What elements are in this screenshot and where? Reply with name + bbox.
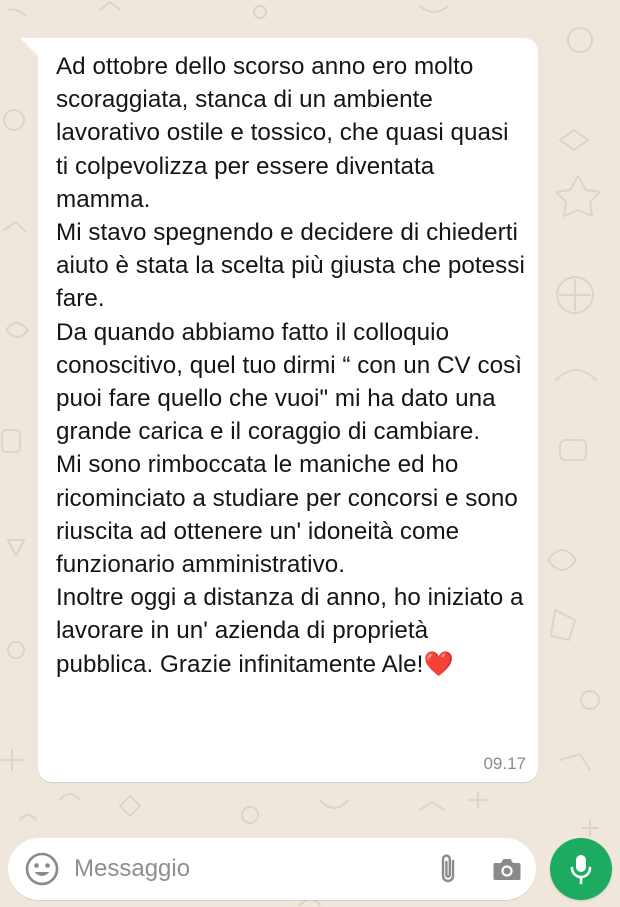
message-input[interactable]	[74, 848, 404, 890]
emoji-icon[interactable]	[25, 852, 59, 886]
message-bubble[interactable]	[38, 38, 538, 782]
voice-message-button[interactable]	[550, 838, 612, 900]
message-composer	[8, 838, 536, 900]
message-timestamp: 09.17	[483, 754, 526, 773]
paperclip-icon[interactable]	[436, 852, 460, 886]
camera-icon[interactable]	[492, 854, 522, 884]
microphone-icon	[569, 853, 593, 885]
message-text: Ad ottobre dello scorso anno ero molto scoraggiata, stanca di un ambiente lavorativo ostile e tossico, che quasi quasi ti colpevolizza per essere diventata mamma. Mi stavo spegnendo e decidere di chiederti aiuto è stata la scelta più giusta che potessi fare. Da quando abbiamo fatto il colloquio conoscitivo, quel tuo dirmi “ con un CV così puoi fare quello che vuoi" mi ha dato una grande carica e il coraggio di cambiare. Mi sono rimboccata le maniche ed ho ricominciato a studiare per concorsi e sono riuscita ad ottenere un' idoneità come funzionario amministrativo. Inoltre oggi a distanza di anno, ho iniziato a lavorare in un' azienda di proprietà pubblica. Grazie infinitamente Ale!❤️	[56, 53, 525, 678]
message-bubble-tail	[20, 38, 40, 58]
